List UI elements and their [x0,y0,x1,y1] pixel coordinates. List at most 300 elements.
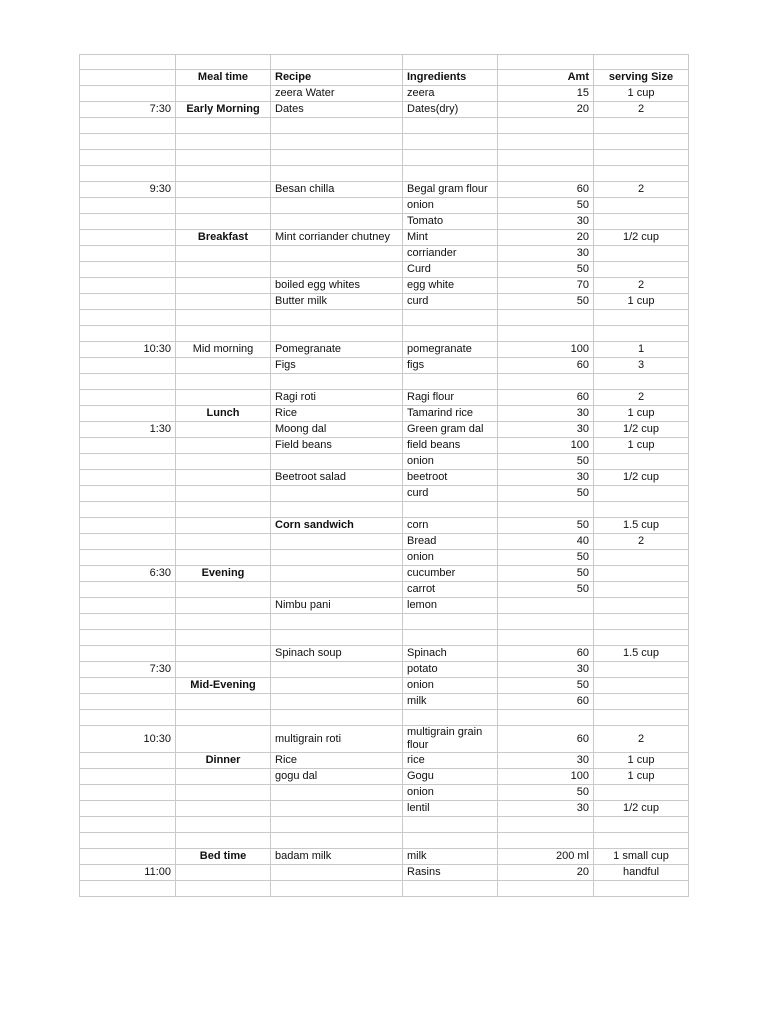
table-row [80,614,689,630]
ingredient-cell: Tomato [403,214,498,230]
time-cell [80,694,176,710]
time-cell [80,678,176,694]
table-row [80,118,689,134]
ingredient-cell [403,817,498,833]
amt-cell [498,710,594,726]
time-cell: 7:30 [80,662,176,678]
meal-time-cell [176,390,271,406]
meal-time-cell [176,518,271,534]
serving-size-cell [594,817,689,833]
recipe-cell [271,134,403,150]
ingredient-cell: Begal gram flour [403,182,498,198]
amt-cell [498,598,594,614]
amt-cell [498,310,594,326]
header-amt: Amt [498,70,594,86]
table-row [80,358,689,374]
time-cell: 6:30 [80,566,176,582]
meal-time-cell: Mid-Evening [176,678,271,694]
cell [403,55,498,70]
table-row [80,598,689,614]
ingredient-cell: beetroot [403,470,498,486]
recipe-cell: Field beans [271,438,403,454]
table-row [80,182,689,198]
recipe-cell: Figs [271,358,403,374]
header-serving-size: serving Size [594,70,689,86]
meal-time-cell [176,150,271,166]
amt-cell: 30 [498,214,594,230]
recipe-cell: Mint corriander chutney [271,230,403,246]
serving-size-cell [594,694,689,710]
amt-cell [498,881,594,897]
serving-size-cell [594,486,689,502]
recipe-cell [271,502,403,518]
recipe-cell: multigrain roti [271,726,403,753]
table-row [80,214,689,230]
serving-size-cell [594,262,689,278]
meal-time-cell [176,630,271,646]
serving-size-cell [594,310,689,326]
amt-cell [498,326,594,342]
ingredient-cell: onion [403,550,498,566]
amt-cell: 60 [498,358,594,374]
serving-size-cell: handful [594,865,689,881]
ingredient-cell: Bread [403,534,498,550]
serving-size-cell: 1 cup [594,86,689,102]
serving-size-cell [594,678,689,694]
amt-cell: 50 [498,550,594,566]
table-row [80,801,689,817]
meal-time-cell [176,865,271,881]
recipe-cell [271,118,403,134]
table-row [80,566,689,582]
table-row [80,454,689,470]
serving-size-cell: 1 small cup [594,849,689,865]
table-row [80,166,689,182]
recipe-cell [271,801,403,817]
meal-plan-table [79,54,689,897]
time-cell [80,833,176,849]
table-row [80,518,689,534]
amt-cell: 30 [498,753,594,769]
ingredient-cell: onion [403,454,498,470]
amt-cell: 20 [498,865,594,881]
time-cell [80,849,176,865]
serving-size-cell: 1 [594,342,689,358]
ingredient-cell: milk [403,849,498,865]
serving-size-cell [594,710,689,726]
meal-time-cell [176,694,271,710]
ingredient-cell [403,502,498,518]
meal-time-cell [176,550,271,566]
serving-size-cell: 2 [594,534,689,550]
amt-cell: 50 [498,566,594,582]
amt-cell: 60 [498,390,594,406]
meal-time-cell [176,646,271,662]
amt-cell: 15 [498,86,594,102]
amt-cell: 40 [498,534,594,550]
recipe-cell: Rice [271,753,403,769]
table-row [80,470,689,486]
meal-time-cell: Mid morning [176,342,271,358]
ingredient-cell: figs [403,358,498,374]
meal-time-cell [176,294,271,310]
time-cell [80,881,176,897]
recipe-cell: Rice [271,406,403,422]
table-row [80,150,689,166]
meal-time-cell [176,833,271,849]
amt-cell: 100 [498,438,594,454]
ingredient-cell: onion [403,198,498,214]
ingredient-cell [403,614,498,630]
meal-time-cell [176,486,271,502]
ingredient-cell: curd [403,294,498,310]
amt-cell: 60 [498,694,594,710]
amt-cell [498,614,594,630]
time-cell [80,198,176,214]
time-cell [80,785,176,801]
meal-time-cell [176,326,271,342]
serving-size-cell [594,550,689,566]
time-cell [80,817,176,833]
ingredient-cell: egg white [403,278,498,294]
table-row [80,582,689,598]
recipe-cell: Moong dal [271,422,403,438]
amt-cell [498,150,594,166]
serving-size-cell [594,662,689,678]
table-row [80,294,689,310]
recipe-cell [271,630,403,646]
header-row [80,70,689,86]
meal-time-cell [176,769,271,785]
amt-cell: 20 [498,230,594,246]
meal-time-cell: Dinner [176,753,271,769]
recipe-cell [271,662,403,678]
ingredient-cell: milk [403,694,498,710]
recipe-cell [271,614,403,630]
ingredient-cell: Gogu [403,769,498,785]
amt-cell [498,502,594,518]
recipe-cell [271,262,403,278]
time-cell [80,710,176,726]
meal-time-cell [176,662,271,678]
meal-time-cell [176,785,271,801]
ingredient-cell [403,118,498,134]
serving-size-cell [594,214,689,230]
serving-size-cell [594,150,689,166]
time-cell [80,358,176,374]
meal-time-cell: Early Morning [176,102,271,118]
ingredient-cell: Tamarind rice [403,406,498,422]
table-row [80,310,689,326]
table-row [80,86,689,102]
time-cell [80,582,176,598]
table-row [80,817,689,833]
table-row [80,534,689,550]
ingredient-cell: lentil [403,801,498,817]
time-cell [80,486,176,502]
recipe-cell: Corn sandwich [271,518,403,534]
ingredient-cell: Mint [403,230,498,246]
time-cell [80,550,176,566]
recipe-cell: Beetroot salad [271,470,403,486]
cell [498,55,594,70]
ingredient-cell: Rasins [403,865,498,881]
header-recipe: Recipe [271,70,403,86]
recipe-cell [271,694,403,710]
recipe-cell [271,166,403,182]
time-cell [80,454,176,470]
time-cell: 11:00 [80,865,176,881]
time-cell [80,406,176,422]
meal-time-cell [176,118,271,134]
amt-cell: 50 [498,518,594,534]
ingredient-cell [403,150,498,166]
amt-cell: 50 [498,262,594,278]
amt-cell: 50 [498,486,594,502]
serving-size-cell [594,881,689,897]
recipe-cell [271,881,403,897]
meal-time-cell [176,182,271,198]
cell [271,55,403,70]
meal-time-cell [176,881,271,897]
amt-cell: 60 [498,182,594,198]
recipe-cell [271,214,403,230]
time-cell: 10:30 [80,342,176,358]
recipe-cell: badam milk [271,849,403,865]
table-row [80,390,689,406]
amt-cell: 100 [498,769,594,785]
recipe-cell [271,865,403,881]
cell [80,55,176,70]
meal-time-cell: Breakfast [176,230,271,246]
meal-time-cell [176,598,271,614]
meal-time-cell [176,262,271,278]
amt-cell [498,134,594,150]
time-cell [80,118,176,134]
table-row [80,422,689,438]
ingredient-cell [403,833,498,849]
meal-time-cell [176,454,271,470]
time-cell [80,214,176,230]
meal-time-cell [176,374,271,390]
time-cell [80,262,176,278]
serving-size-cell [594,166,689,182]
amt-cell: 50 [498,294,594,310]
recipe-cell [271,310,403,326]
time-cell [80,310,176,326]
ingredient-cell: field beans [403,438,498,454]
amt-cell: 200 ml [498,849,594,865]
meal-time-cell: Bed time [176,849,271,865]
table-body [80,55,689,897]
serving-size-cell: 1/2 cup [594,470,689,486]
recipe-cell: boiled egg whites [271,278,403,294]
ingredient-cell [403,374,498,390]
meal-time-cell: Lunch [176,406,271,422]
serving-size-cell [594,582,689,598]
meal-time-cell [176,358,271,374]
serving-size-cell [594,614,689,630]
ingredient-cell: curd [403,486,498,502]
recipe-cell: Dates [271,102,403,118]
amt-cell [498,817,594,833]
ingredient-cell: Spinach [403,646,498,662]
time-cell [80,470,176,486]
time-cell [80,374,176,390]
ingredient-cell: cucumber [403,566,498,582]
ingredient-cell [403,881,498,897]
time-cell [80,534,176,550]
table-row [80,262,689,278]
amt-cell: 30 [498,662,594,678]
recipe-cell [271,710,403,726]
table-row [80,678,689,694]
time-cell [80,278,176,294]
meal-time-cell [176,198,271,214]
time-cell [80,230,176,246]
table-row [80,630,689,646]
serving-size-cell: 2 [594,278,689,294]
recipe-cell [271,550,403,566]
ingredient-cell: potato [403,662,498,678]
table-row [80,726,689,753]
serving-size-cell: 2 [594,726,689,753]
amt-cell [498,118,594,134]
ingredient-cell: corn [403,518,498,534]
recipe-cell [271,454,403,470]
amt-cell: 30 [498,246,594,262]
meal-time-cell [176,710,271,726]
meal-time-cell: Evening [176,566,271,582]
time-cell [80,166,176,182]
table-row [80,230,689,246]
serving-size-cell: 1.5 cup [594,518,689,534]
time-cell: 7:30 [80,102,176,118]
table-row [80,374,689,390]
recipe-cell: Nimbu pani [271,598,403,614]
recipe-cell: gogu dal [271,769,403,785]
amt-cell [498,166,594,182]
time-cell [80,502,176,518]
meal-time-cell [176,86,271,102]
table-row [80,486,689,502]
serving-size-cell: 1 cup [594,406,689,422]
amt-cell: 30 [498,422,594,438]
time-cell [80,518,176,534]
time-cell [80,390,176,406]
serving-size-cell: 1/2 cup [594,422,689,438]
amt-cell: 50 [498,785,594,801]
ingredient-cell: carrot [403,582,498,598]
table-row [80,662,689,678]
meal-time-cell [176,214,271,230]
recipe-cell [271,246,403,262]
serving-size-cell [594,502,689,518]
serving-size-cell: 1/2 cup [594,801,689,817]
serving-size-cell [594,630,689,646]
meal-time-cell [176,278,271,294]
amt-cell: 30 [498,470,594,486]
meal-time-cell [176,310,271,326]
recipe-cell [271,374,403,390]
header-meal-time: Meal time [176,70,271,86]
table-row [80,710,689,726]
table-row [80,134,689,150]
table-row [80,502,689,518]
serving-size-cell: 1 cup [594,438,689,454]
amt-cell: 70 [498,278,594,294]
meal-time-cell [176,246,271,262]
ingredient-cell [403,310,498,326]
serving-size-cell [594,454,689,470]
time-cell [80,614,176,630]
serving-size-cell: 1 cup [594,294,689,310]
amt-cell [498,833,594,849]
serving-size-cell: 3 [594,358,689,374]
table-row [80,406,689,422]
header-ingredients: Ingredients [403,70,498,86]
table-row [80,246,689,262]
table-row [80,198,689,214]
meal-time-cell [176,134,271,150]
recipe-cell [271,486,403,502]
amt-cell: 50 [498,198,594,214]
serving-size-cell [594,374,689,390]
meal-time-cell [176,422,271,438]
meal-time-cell [176,534,271,550]
amt-cell: 100 [498,342,594,358]
time-cell [80,150,176,166]
recipe-cell [271,326,403,342]
ingredient-cell [403,710,498,726]
time-cell [80,326,176,342]
ingredient-cell [403,630,498,646]
table-row [80,694,689,710]
table-row [80,881,689,897]
time-cell [80,438,176,454]
serving-size-cell [594,198,689,214]
serving-size-cell: 2 [594,102,689,118]
serving-size-cell [594,598,689,614]
table-row [80,785,689,801]
serving-size-cell: 1.5 cup [594,646,689,662]
ingredient-cell [403,166,498,182]
recipe-cell: zeera Water [271,86,403,102]
ingredient-cell: onion [403,785,498,801]
meal-time-cell [176,166,271,182]
table-row [80,550,689,566]
table-top-row [80,55,689,70]
recipe-cell [271,817,403,833]
recipe-cell: Pomegranate [271,342,403,358]
serving-size-cell [594,833,689,849]
ingredient-cell [403,326,498,342]
table-row [80,753,689,769]
amt-cell: 60 [498,646,594,662]
amt-cell: 20 [498,102,594,118]
recipe-cell [271,198,403,214]
time-cell [80,801,176,817]
recipe-cell [271,678,403,694]
recipe-cell [271,582,403,598]
ingredient-cell: pomegranate [403,342,498,358]
table-row [80,342,689,358]
cell [176,55,271,70]
recipe-cell [271,833,403,849]
ingredient-cell: Dates(dry) [403,102,498,118]
recipe-cell: Butter milk [271,294,403,310]
ingredient-cell: Curd [403,262,498,278]
